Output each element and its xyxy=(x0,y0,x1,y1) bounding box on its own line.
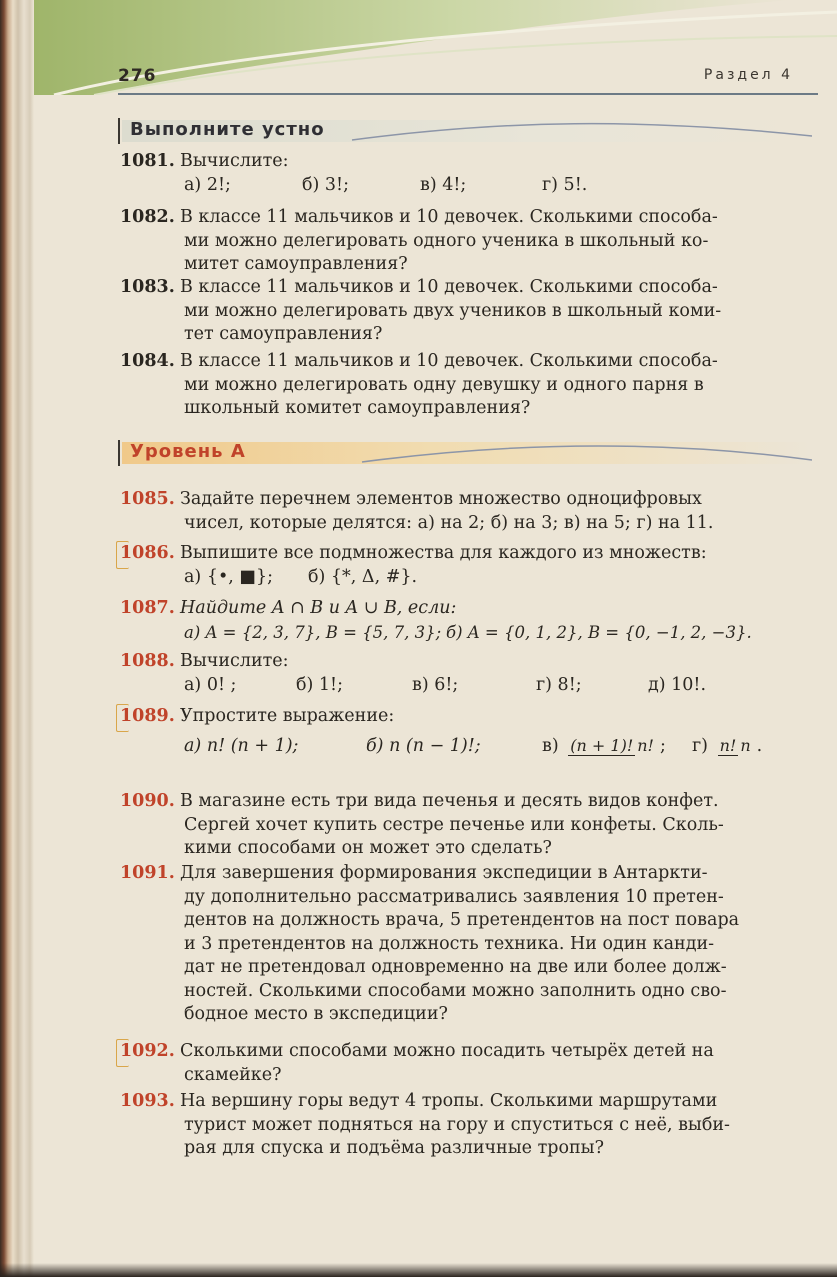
problem-1090 xyxy=(120,790,800,861)
option: г) 8!; xyxy=(536,674,582,695)
option: а) {•, ■}; xyxy=(184,566,273,587)
problem-line: Сколькими способами можно посадить четырёх детей на xyxy=(180,1041,714,1061)
problem-text: Найдите A ∩ B и A ∪ B, если: xyxy=(180,598,457,618)
problem-line: Для завершения формирования экспедиции в Антаркти- xyxy=(180,863,708,883)
punctuation: . xyxy=(756,735,763,756)
heading-bar xyxy=(118,118,120,144)
problem-number: 1092. xyxy=(120,1040,180,1064)
option: а) 0! ; xyxy=(184,674,237,695)
problem-text: Вычислите: xyxy=(180,651,289,671)
problem-line: ми можно делегировать одного ученика в школьный ко- xyxy=(184,230,709,251)
problem-options xyxy=(120,735,800,759)
problem-1089 xyxy=(120,705,800,758)
heading-oral xyxy=(118,118,808,144)
option: б) 1!; xyxy=(296,674,343,695)
problem-number: 1089. xyxy=(120,705,180,729)
section-label: Раздел 4 xyxy=(703,67,793,83)
problem-line: Сергей хочет купить сестре печенье или конфеты. Сколь- xyxy=(184,814,724,835)
option: а) A = {2, 3, 7}, B = {5, 7, 3}; xyxy=(184,622,442,642)
problem-number: 1082. xyxy=(120,207,175,227)
problem-options xyxy=(120,621,800,645)
problem-text: Выпишите все подмножества для каждого из множеств: xyxy=(180,543,707,563)
problem-line: ми можно делегировать одну девушку и одного парня в xyxy=(184,374,704,395)
problem-number: 1091. xyxy=(120,863,175,883)
problem-line: ду дополнительно рассматривались заявления 10 претен- xyxy=(184,886,724,907)
problem-text: Вычислите: xyxy=(180,151,289,171)
option: б) n (n − 1)!; xyxy=(366,735,481,756)
book-spine xyxy=(0,0,34,1277)
problem-number: 1085. xyxy=(120,489,175,509)
problem-line: и 3 претендентов на должность техника. Ни один канди- xyxy=(184,933,715,954)
option-fraction-c xyxy=(542,735,692,759)
option: а) 2!; xyxy=(184,174,231,195)
problem-number: 1088. xyxy=(120,651,175,671)
option-fraction-d xyxy=(692,735,762,759)
problem-line: В классе 11 мальчиков и 10 девочек. Сколькими способа- xyxy=(180,351,718,371)
problem-number: 1086. xyxy=(120,542,180,566)
problem-line: дат не претендовал одновременно на две или более долж- xyxy=(184,957,727,977)
problem-line: В классе 11 мальчиков и 10 девочек. Сколькими способа- xyxy=(180,277,718,297)
problem-options xyxy=(120,566,800,590)
heading-title: Уровень А xyxy=(130,441,246,462)
numerator: n! xyxy=(719,736,737,755)
problem-1083 xyxy=(120,276,800,347)
problem-1082 xyxy=(120,206,800,277)
problem-line: тет самоуправления? xyxy=(184,324,383,344)
problem-line: кими способами он может это сделать? xyxy=(184,838,552,858)
option: в) 4!; xyxy=(420,174,467,195)
problem-options xyxy=(120,674,800,698)
problem-line: скамейке? xyxy=(184,1064,282,1085)
problem-line: митет самоуправления? xyxy=(184,254,408,274)
denominator: n xyxy=(740,736,751,755)
problem-line: Задайте перечнем элементов множество одноцифровых xyxy=(180,489,702,509)
problem-line: ностей. Сколькими способами можно заполнить одно сво- xyxy=(184,980,727,1001)
problem-line: ми можно делегировать двух учеников в школьный коми- xyxy=(184,300,722,321)
problem-1081 xyxy=(120,150,800,197)
problem-line: дентов на должность врача, 5 претендентов на пост повара xyxy=(184,910,740,930)
problem-line: На вершину горы ведут 4 тропы. Сколькими маршрутами xyxy=(180,1091,718,1111)
problem-line: чисел, которые делятся: а) на 2; б) на 3; в) на 5; г) на 11. xyxy=(184,512,714,533)
fraction xyxy=(568,736,656,756)
page-bottom-edge xyxy=(0,1263,837,1277)
problem-line: турист может подняться на гору и спуститься с неё, выби- xyxy=(184,1114,730,1135)
problem-options xyxy=(120,174,800,198)
problem-number: 1081. xyxy=(120,151,175,171)
heading-bar xyxy=(118,440,120,466)
option: г) 5!. xyxy=(542,174,588,195)
problem-number: 1083. xyxy=(120,277,175,297)
option-label: в) xyxy=(542,735,559,756)
option: в) 6!; xyxy=(412,674,459,695)
problem-1085 xyxy=(120,488,800,535)
fraction xyxy=(718,736,753,756)
denominator: n! xyxy=(637,736,654,755)
punctuation: ; xyxy=(659,735,666,756)
option-label: г) xyxy=(692,735,708,756)
header-rule xyxy=(118,93,818,95)
problem-1084 xyxy=(120,350,800,421)
problem-line: В классе 11 мальчиков и 10 девочек. Сколькими способа- xyxy=(180,207,718,227)
option: б) A = {0, 1, 2}, B = {0, −1, 2, −3}. xyxy=(446,622,752,642)
problem-number: 1084. xyxy=(120,351,175,371)
problem-line: школьный комитет самоуправления? xyxy=(184,398,531,418)
problem-line: рая для спуска и подъёма различные тропы? xyxy=(184,1138,604,1158)
problem-1091 xyxy=(120,862,800,1027)
problem-text: Упростите выражение: xyxy=(180,706,395,726)
heading-level-a xyxy=(118,440,808,466)
problem-1087 xyxy=(120,597,800,644)
numerator: (n + 1)! xyxy=(570,736,634,755)
heading-title: Выполните устно xyxy=(130,119,325,140)
problem-1093 xyxy=(120,1090,800,1161)
option: б) {*, Δ, #}. xyxy=(308,566,418,587)
problem-line: бодное место в экспедиции? xyxy=(184,1004,448,1024)
problem-number: 1087. xyxy=(120,598,175,618)
option: а) n! (n + 1); xyxy=(184,735,299,756)
option: д) 10!. xyxy=(648,674,707,695)
option: б) 3!; xyxy=(302,174,349,195)
problem-number: 1093. xyxy=(120,1091,175,1111)
problem-1088 xyxy=(120,650,800,697)
page-number: 276 xyxy=(118,66,157,86)
problem-number: 1090. xyxy=(120,791,175,811)
problem-1086 xyxy=(120,542,800,589)
problem-line: В магазине есть три вида печенья и десять видов конфет. xyxy=(180,791,719,811)
problem-1092 xyxy=(120,1040,800,1087)
